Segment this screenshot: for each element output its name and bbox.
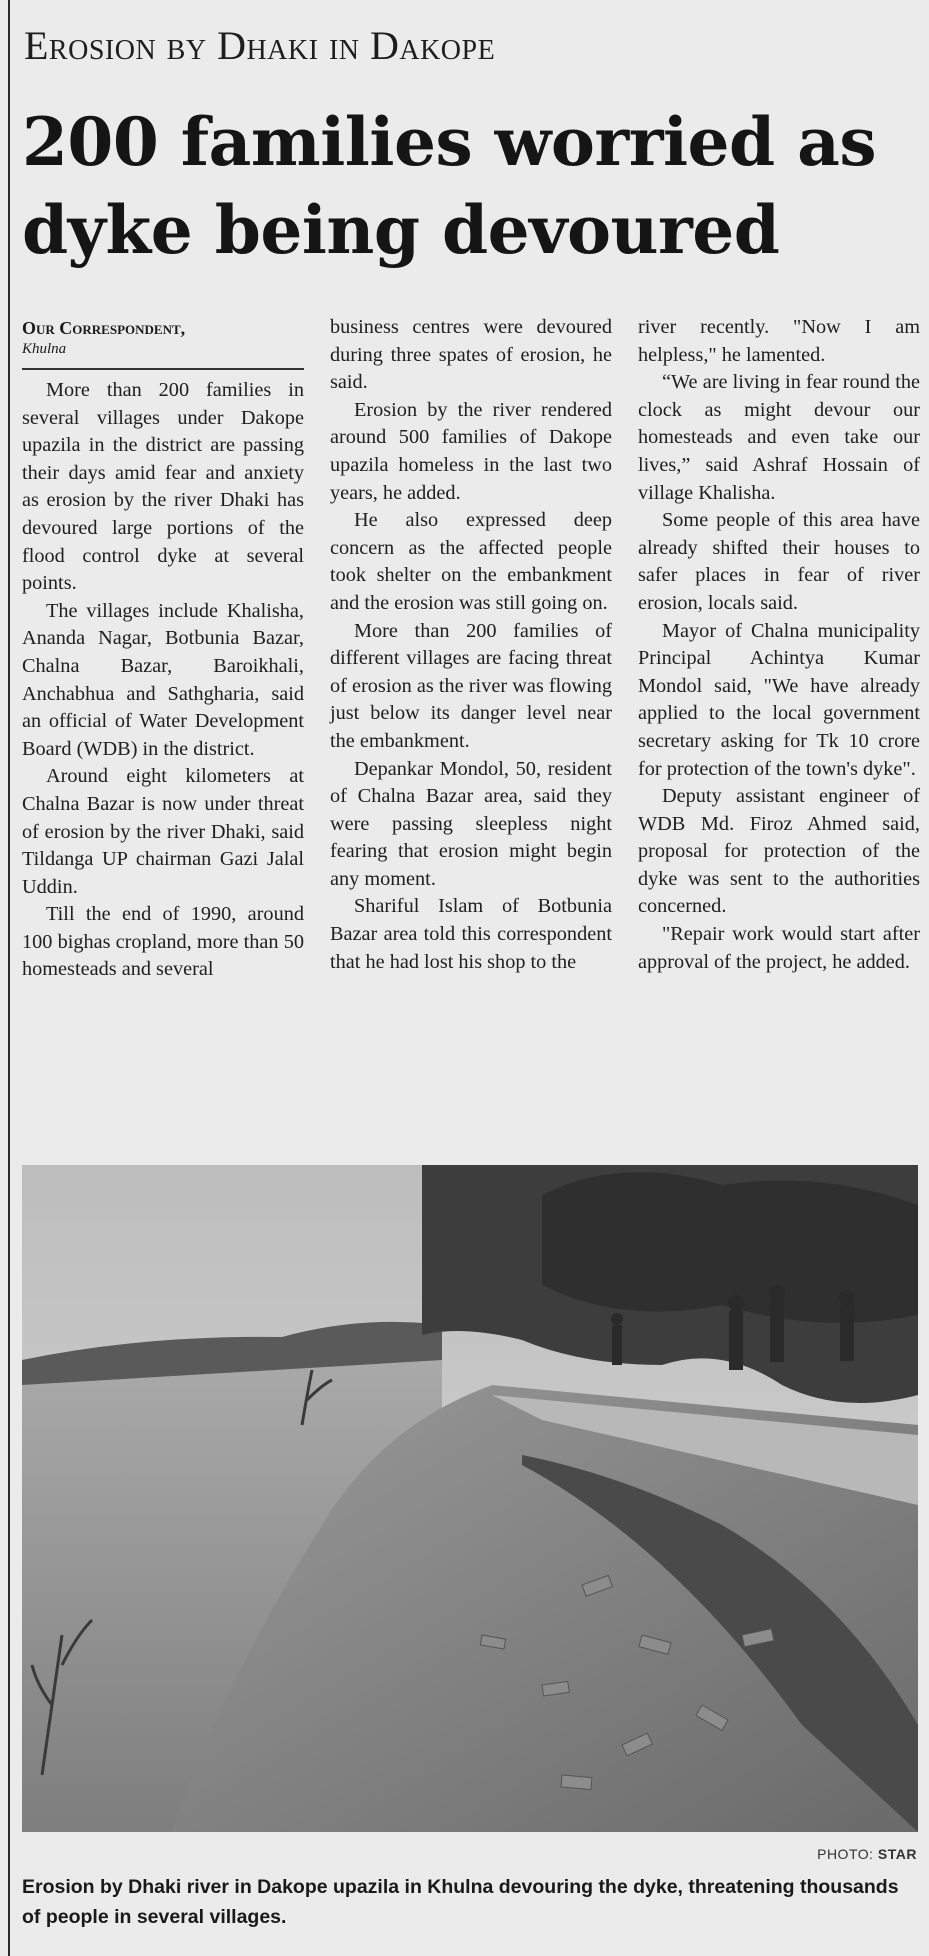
erosion-photo-illustration: [22, 1165, 918, 1832]
paragraph: The villages include Khalisha, Ananda Nagar, Botbunia Bazar, Chalna Bazar, Baroikhali, Anchabhua and Sathgharia, said an official of Water Development Board (WDB) in the district.: [22, 599, 304, 760]
left-column-rule: [8, 0, 10, 1956]
paragraph: “We are living in fear round the clock as might devour our homesteads and even take our lives,” said Ashraf Hossain of village Khalisha.: [638, 371, 920, 504]
paragraph: business centres were devoured during three spates of erosion, he said.: [330, 316, 612, 394]
kicker: Erosion by Dhaki in Dakope: [24, 23, 496, 68]
paragraph: Deputy assistant engineer of WDB Md. Firoz Ahmed said, proposal for protection of the dyke was sent to the authorities concerned.: [638, 785, 920, 918]
headline: 200 families worried as dyke being devoured: [22, 103, 877, 269]
byline: [22, 318, 302, 358]
article-column-2: [330, 314, 612, 976]
paragraph: Around eight kilometers at Chalna Bazar is now under threat of erosion by the river Dhaki, said Tildanga UP chairman Gazi Jalal Uddin.: [22, 765, 304, 898]
paragraph: More than 200 families in several villages under Dakope upazila in the district are passing their days amid fear and anxiety as erosion by the river Dhaki has devoured large portions of the flood control dyke at several points.: [22, 379, 304, 595]
paragraph: More than 200 families of different villages are facing threat of erosion as the river was flowing just below its danger level near the embankment.: [330, 619, 612, 752]
photo-credit: [817, 1846, 917, 1862]
paragraph: He also expressed deep concern as the affected people took shelter on the embankment and the erosion was still going on.: [330, 509, 612, 614]
byline-location: Khulna: [22, 341, 67, 357]
paragraph: Erosion by the river rendered around 500 families of Dakope upazila homeless in the last two years, he added.: [330, 398, 612, 504]
photo-caption: Erosion by Dhaki river in Dakope upazila in Khulna devouring the dyke, threatening thousands of people in several villages.: [22, 1876, 899, 1928]
article-column-3: [638, 314, 920, 976]
byline-correspondent: Our Correspondent,: [22, 318, 186, 338]
paragraph: Till the end of 1990, around 100 bighas cropland, more than 50 homesteads and several: [22, 903, 304, 981]
paragraph: Depankar Mondol, 50, resident of Chalna Bazar area, said they were passing sleepless night fearing that erosion might begin any moment.: [330, 757, 612, 890]
photo-credit-prefix: PHOTO:: [817, 1846, 874, 1862]
news-photo: [22, 1165, 918, 1832]
article-column-1: [22, 377, 304, 984]
paragraph: "Repair work would start after approval of the project, he added.: [638, 923, 920, 973]
paragraph: river recently. "Now I am helpless," he lamented.: [638, 316, 920, 366]
paragraph: Some people of this area have already shifted their houses to safer places in fear of river erosion, locals said.: [638, 509, 920, 614]
paragraph: Mayor of Chalna municipality Principal Achintya Kumar Mondol said, "We have already applied to the local government secretary asking for Tk 10 crore for protection of the town's dyke".: [638, 619, 920, 780]
photo-credit-source: STAR: [877, 1846, 917, 1862]
paragraph: Shariful Islam of Botbunia Bazar area told this correspondent that he had lost his shop to the: [330, 895, 612, 973]
byline-divider: [22, 368, 304, 370]
